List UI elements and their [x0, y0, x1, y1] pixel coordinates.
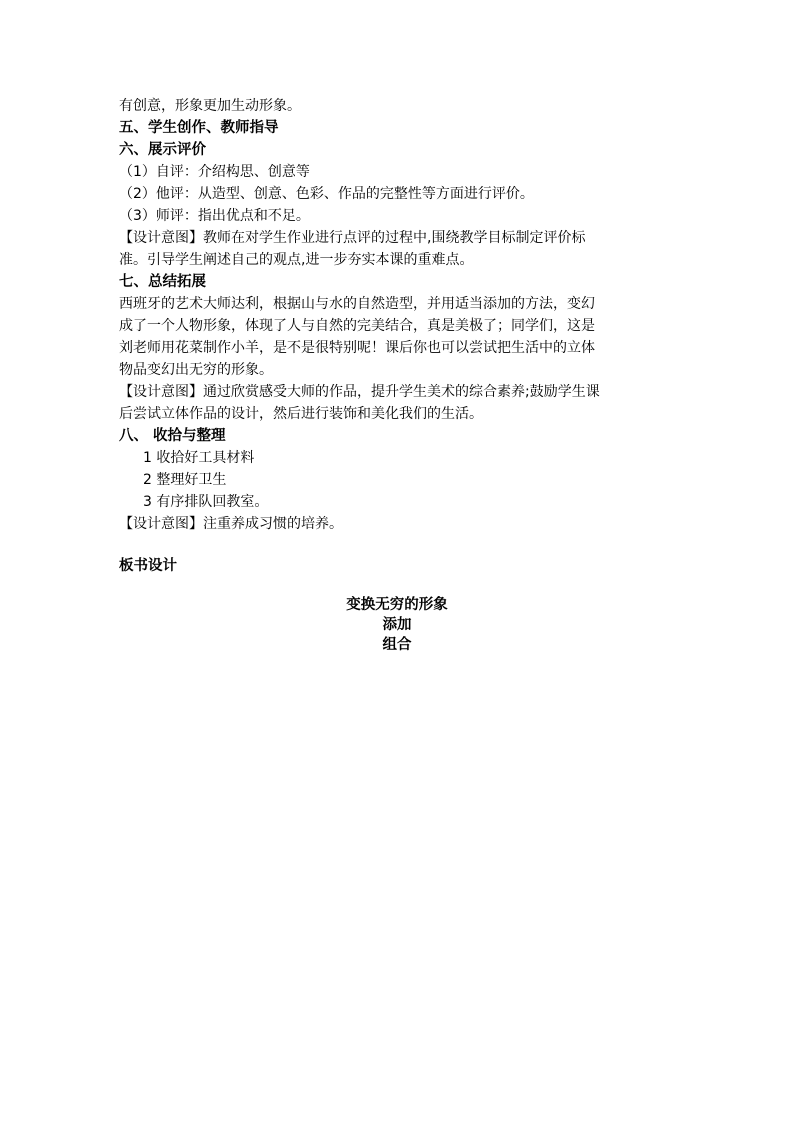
intro-line: 有创意，形象更加生动形象。: [119, 98, 301, 114]
document-body: [119, 95, 679, 577]
board-design: [0, 595, 794, 655]
section8-item: 3 有序排队回教室。: [143, 494, 269, 510]
section8-intent: 【设计意图】注重养成习惯的培养。: [119, 516, 343, 532]
spacer: [119, 535, 679, 555]
board-item-add: 添加: [382, 617, 412, 633]
board-item-combine: 组合: [382, 637, 412, 653]
section8-heading: 八、 收拾与整理: [119, 428, 226, 444]
section8-item: 1 收拾好工具材料: [143, 450, 255, 466]
section7-body-line: 西班牙的艺术大师达利，根据山与水的自然造型，并用适当添加的方法，变幻: [119, 296, 595, 312]
board-title: 变换无穷的形象: [346, 597, 448, 613]
board-design-heading: 板书设计: [119, 558, 177, 574]
section6-heading: 六、展示评价: [119, 142, 206, 158]
section6-item-self: （1）自评：介绍构思、创意等: [119, 164, 310, 180]
section7-intent-line: 后尝试立体作品的设计，然后进行装饰和美化我们的生活。: [119, 406, 483, 422]
section6-item-teacher: （3）师评：指出优点和不足。: [119, 208, 310, 224]
section6-intent-line1: 【设计意图】教师在对学生作业进行点评的过程中,围绕教学目标制定评价标: [119, 230, 586, 246]
section6-item-peer: （2）他评：从造型、创意、色彩、作品的完整性等方面进行评价。: [119, 186, 534, 202]
section7-body-line: 物品变幻出无穷的形象。: [119, 362, 273, 378]
section7-heading: 七、总结拓展: [119, 274, 206, 290]
section6-intent-line2: 准。引导学生阐述自己的观点,进一步夯实本课的重难点。: [119, 252, 474, 268]
section8-item: 2 整理好卫生: [143, 472, 227, 488]
section7-intent-line: 【设计意图】通过欣赏感受大师的作品，提升学生美术的综合素养;鼓励学生课: [119, 384, 600, 400]
section7-body-line: 成了一个人物形象，体现了人与自然的完美结合，真是美极了；同学们，这是: [119, 318, 595, 334]
section5-heading: 五、学生创作、教师指导: [119, 120, 279, 136]
section7-body-line: 刘老师用花菜制作小羊，是不是很特别呢！课后你也可以尝试把生活中的立体: [119, 340, 595, 356]
